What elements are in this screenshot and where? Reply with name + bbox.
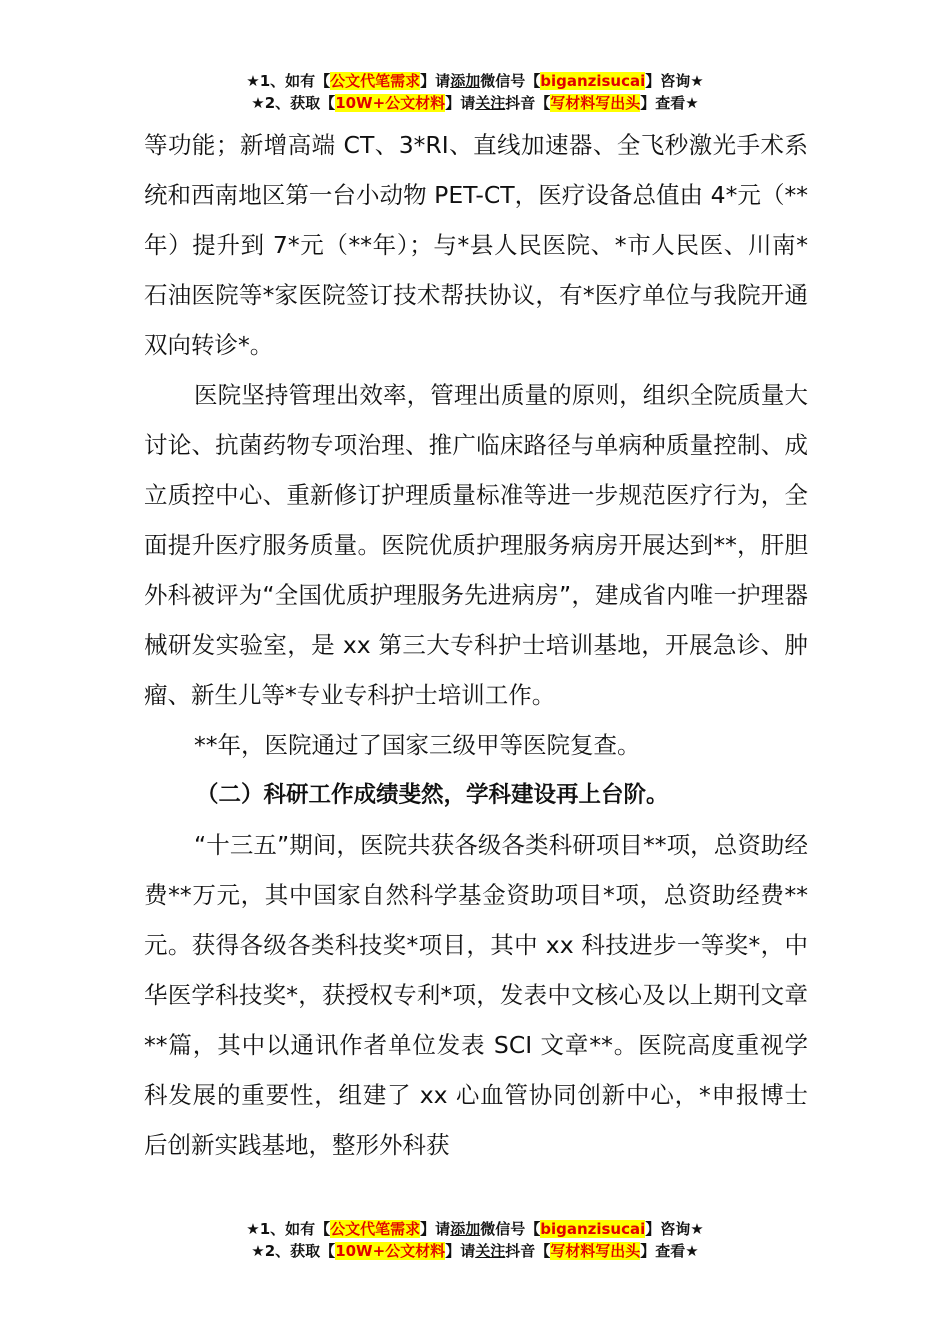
section-heading: （二）科研工作成绩斐然，学科建设再上台阶。 — [196, 782, 669, 808]
highlight-douyin: 写材料写出头 — [550, 1242, 641, 1260]
banner-underline-text: 添加 — [450, 72, 481, 90]
paragraph-review: **年，医院通过了国家三级甲等医院复查。 — [194, 731, 641, 759]
banner-text: 】请 — [445, 94, 476, 112]
banner-line-2 — [0, 92, 950, 114]
paragraph-management: 医院坚持管理出效率，管理出质量的原则，组织全院质量大讨论、抗菌药物专项治理、推广临床路径与单病种质量控制、成立质控中心、重新修订护理质量标准等进一步规范医疗行为，全面提升医疗服务质量。医院优质护理服务病房开展达到**，肝胆外科被评为“全国优质护理服务先进病房”，建成省内唯一护理器械研发实验室，是 xx 第三大专科护士培训基地，开展急诊、肿瘤、新生儿等*专业专科护士培训工作。 — [144, 381, 808, 709]
banner-text: 】请 — [445, 1242, 476, 1260]
banner-line-1 — [0, 70, 950, 92]
banner-underline-text: 添加 — [450, 1220, 481, 1238]
header-banner — [0, 70, 950, 114]
banner-underline-text: 关注 — [475, 1242, 506, 1260]
banner-text: ★2、获取【 — [251, 94, 336, 112]
banner-line-2 — [0, 1240, 950, 1262]
banner-text: 】查看★ — [640, 94, 699, 112]
banner-text: ★1、如有【 — [246, 1220, 331, 1238]
banner-text: 】咨询★ — [645, 1220, 704, 1238]
highlight-ghostwriting: 公文代笔需求 — [330, 1220, 421, 1238]
banner-text: ★1、如有【 — [246, 72, 331, 90]
footer-banner — [0, 1218, 950, 1262]
document-body — [144, 120, 808, 1170]
highlight-wechat-id: biganzisucai — [540, 1220, 646, 1238]
banner-text: 】咨询★ — [645, 72, 704, 90]
banner-text: 抖音【 — [505, 1242, 551, 1260]
highlight-materials: 10W+公文材料 — [335, 1242, 446, 1260]
paragraph-equipment: 等功能；新增高端 CT、3*RI、直线加速器、全飞秒激光手术系统和西南地区第一台小动物 PET-CT，医疗设备总值由 4*元（**年）提升到 7*元（**年）；与*县人民医院、*市人民医、川南*石油医院等*家医院签订技术帮扶协议，有*医疗单位与我院开通双向转诊*。 — [144, 131, 808, 359]
highlight-douyin: 写材料写出头 — [550, 94, 641, 112]
paragraph-research: “十三五”期间，医院共获各级各类科研项目**项，总资助经费**万元，其中国家自然科学基金资助项目*项，总资助经费**元。获得各级各类科技奖*项目，其中 xx 科技进步一等奖*，中华医学科技奖*，获授权专利*项，发表中文核心及以上期刊文章**篇，其中以通讯作者单位发表 SCI 文章**。医院高度重视学科发展的重要性，组建了 xx 心血管协同创新中心，*申报博士后创新实践基地，整形外科获 — [144, 831, 808, 1159]
banner-text: 抖音【 — [505, 94, 551, 112]
banner-text: 微信号【 — [480, 72, 541, 90]
highlight-wechat-id: biganzisucai — [540, 72, 646, 90]
highlight-materials: 10W+公文材料 — [335, 94, 446, 112]
banner-underline-text: 关注 — [475, 94, 506, 112]
banner-text: ★2、获取【 — [251, 1242, 336, 1260]
banner-text: 】请 — [420, 72, 451, 90]
banner-text: 】查看★ — [640, 1242, 699, 1260]
banner-line-1 — [0, 1218, 950, 1240]
highlight-ghostwriting: 公文代笔需求 — [330, 72, 421, 90]
banner-text: 】请 — [420, 1220, 451, 1238]
banner-text: 微信号【 — [480, 1220, 541, 1238]
